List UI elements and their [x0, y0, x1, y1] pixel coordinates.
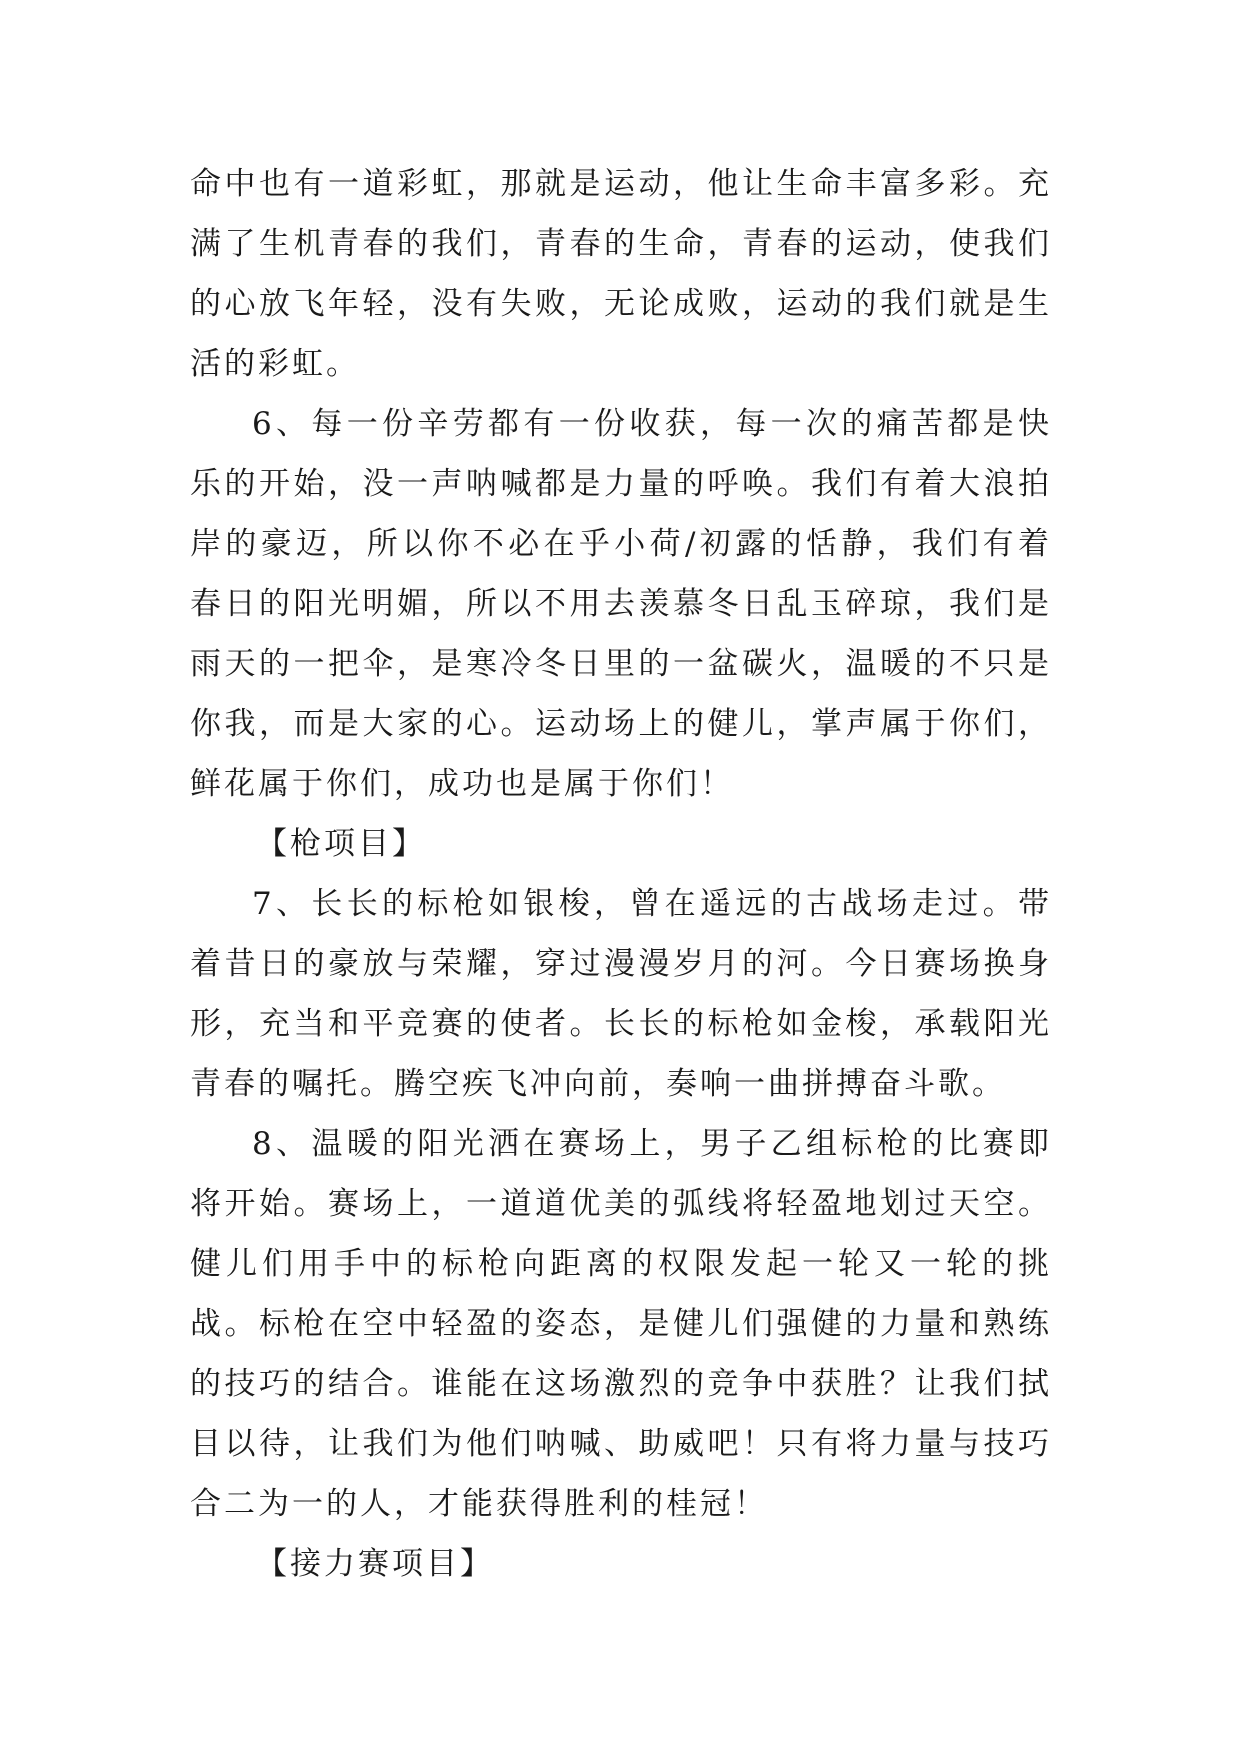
- section-heading-javelin: 【枪项目】: [256, 826, 426, 862]
- paragraph-rainbow: 命中也有一道彩虹，那就是运动，他让生命丰富多彩。充满了生机青春的我们，青春的生命，青春的运动，使我们的心放飞年轻，没有失败，无论成败，运动的我们就是生活的彩虹。: [190, 166, 1052, 382]
- document-body: [190, 154, 1052, 1594]
- paragraph-6: 6、每一份辛劳都有一份收获，每一次的痛苦都是快乐的开始，没一声呐喊都是力量的呼唤。我们有着大浪拍岸的豪迈，所以你不必在乎小荷/初露的恬静，我们有着春日的阳光明媚，所以不用去羡慕冬日乱玉碎琼，我们是雨天的一把伞，是寒冷冬日里的一盆碳火，温暖的不只是你我，而是大家的心。运动场上的健儿，掌声属于你们，鲜花属于你们，成功也是属于你们！: [190, 406, 1052, 802]
- paragraph-8: 8、温暖的阳光洒在赛场上，男子乙组标枪的比赛即将开始。赛场上，一道道优美的弧线将轻盈地划过天空。健儿们用手中的标枪向距离的权限发起一轮又一轮的挑战。标枪在空中轻盈的姿态，是健儿们强健的力量和熟练的技巧的结合。谁能在这场激烈的竞争中获胜？让我们拭目以待，让我们为他们呐喊、助威吧！只有将力量与技巧合二为一的人，才能获得胜利的桂冠！: [190, 1126, 1052, 1522]
- paragraph-7: 7、长长的标枪如银梭，曾在遥远的古战场走过。带着昔日的豪放与荣耀，穿过漫漫岁月的河。今日赛场换身形，充当和平竞赛的使者。长长的标枪如金梭，承载阳光青春的嘱托。腾空疾飞冲向前，奏响一曲拼搏奋斗歌。: [190, 886, 1052, 1102]
- section-heading-relay: 【接力赛项目】: [256, 1546, 494, 1582]
